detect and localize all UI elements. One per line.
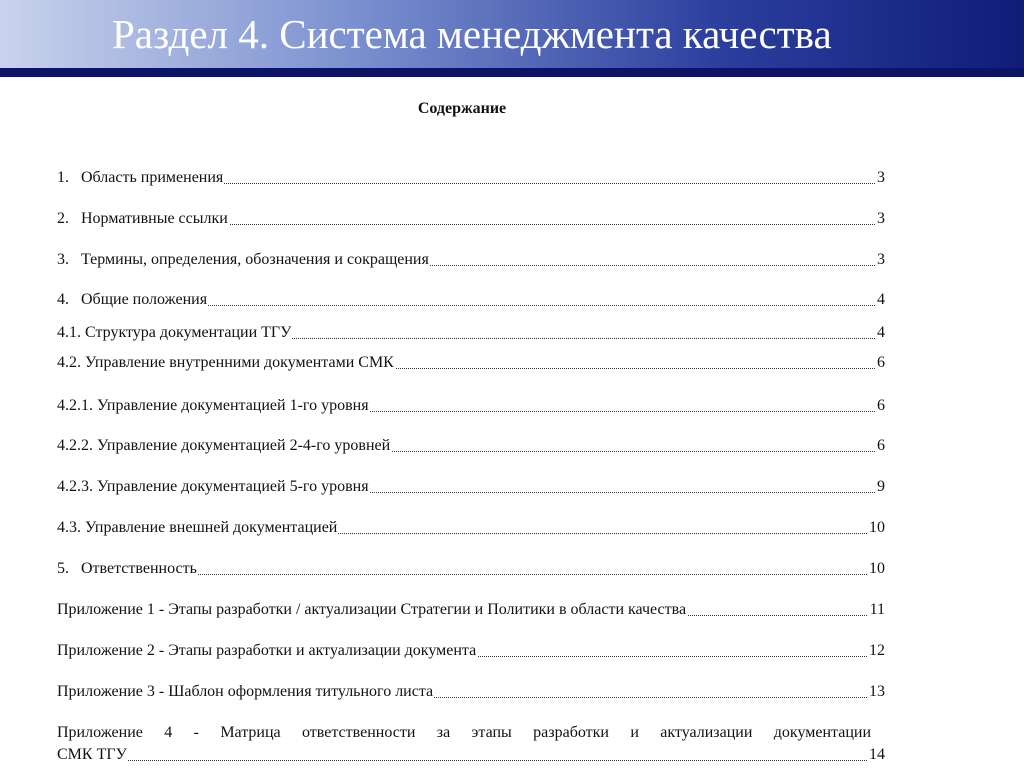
toc-item-text: 4.3. Управление внешней документацией (57, 519, 338, 536)
toc-item-page: 6 (877, 397, 885, 414)
toc-item-text: 2. Нормативные ссылки (57, 210, 228, 227)
header-divider-bar (0, 68, 1024, 77)
toc-item-text: Приложение 2 - Этапы разработки и актуализации документа (57, 642, 477, 659)
toc-item (57, 168, 885, 188)
toc-item-text: Приложение 1 - Этапы разработки / актуализации Стратегии и Политики в области качества (57, 601, 687, 618)
toc-item-page: 13 (869, 683, 885, 700)
toc-item-page: 14 (869, 746, 885, 763)
toc-item-page: 3 (877, 251, 885, 268)
toc-item-text-line2: СМК ТГУ (57, 746, 127, 763)
toc-item-page: 12 (869, 642, 885, 659)
toc-item-text: Приложение 3 - Шаблон оформления титульного листа (57, 683, 434, 700)
toc-item (57, 290, 885, 310)
toc-item-text: 4.2.1. Управление документацией 1-го уровня (57, 397, 369, 414)
toc-item-text: 4. Общие положения (57, 291, 208, 308)
toc-item-page: 3 (877, 210, 885, 227)
toc-heading: Содержание (417, 100, 507, 117)
toc-item-page: 4 (877, 324, 885, 341)
slide-header (0, 0, 1024, 68)
toc-item-page: 11 (869, 601, 885, 618)
toc-item-text: 3. Термины, определения, обозначения и сокращения (57, 251, 429, 268)
toc-item-page: 10 (869, 560, 885, 577)
toc-item-text: 1. Область применения (57, 169, 224, 186)
toc-item (57, 250, 885, 270)
toc-leader-dots (57, 760, 885, 761)
toc-item-multiline (57, 723, 885, 765)
toc-item (57, 641, 885, 661)
toc-item-text: 4.2.3. Управление документацией 5-го уровня (57, 478, 369, 495)
toc-item (57, 209, 885, 229)
toc-item-page: 9 (877, 478, 885, 495)
toc-item (57, 396, 885, 416)
toc-item-text: 4.1. Структура документации ТГУ (57, 324, 292, 341)
toc-item-page: 6 (877, 354, 885, 371)
toc-item-text: 4.2. Управление внутренними документами СМК (57, 354, 394, 371)
toc-item-page: 4 (877, 291, 885, 308)
toc-item-text-line1: Приложение 4 - Матрица ответственности за этапы разработки и актуализации документации (57, 724, 871, 741)
toc-item-text: 5. Ответственность (57, 560, 197, 577)
toc-item (57, 353, 885, 373)
toc-item (57, 436, 885, 456)
toc-item (57, 477, 885, 497)
toc-item-page: 3 (877, 169, 885, 186)
toc-item (57, 600, 885, 620)
toc-item-page: 10 (869, 519, 885, 536)
toc-item (57, 518, 885, 538)
toc-item (57, 559, 885, 579)
toc-item (57, 323, 885, 343)
toc-item-line2 (57, 745, 885, 765)
toc-item (57, 682, 885, 702)
slide-title: Раздел 4. Система менеджмента качества (112, 11, 832, 57)
toc-item-page: 6 (877, 437, 885, 454)
toc-item-text: 4.2.2. Управление документацией 2-4-го уровней (57, 437, 391, 454)
